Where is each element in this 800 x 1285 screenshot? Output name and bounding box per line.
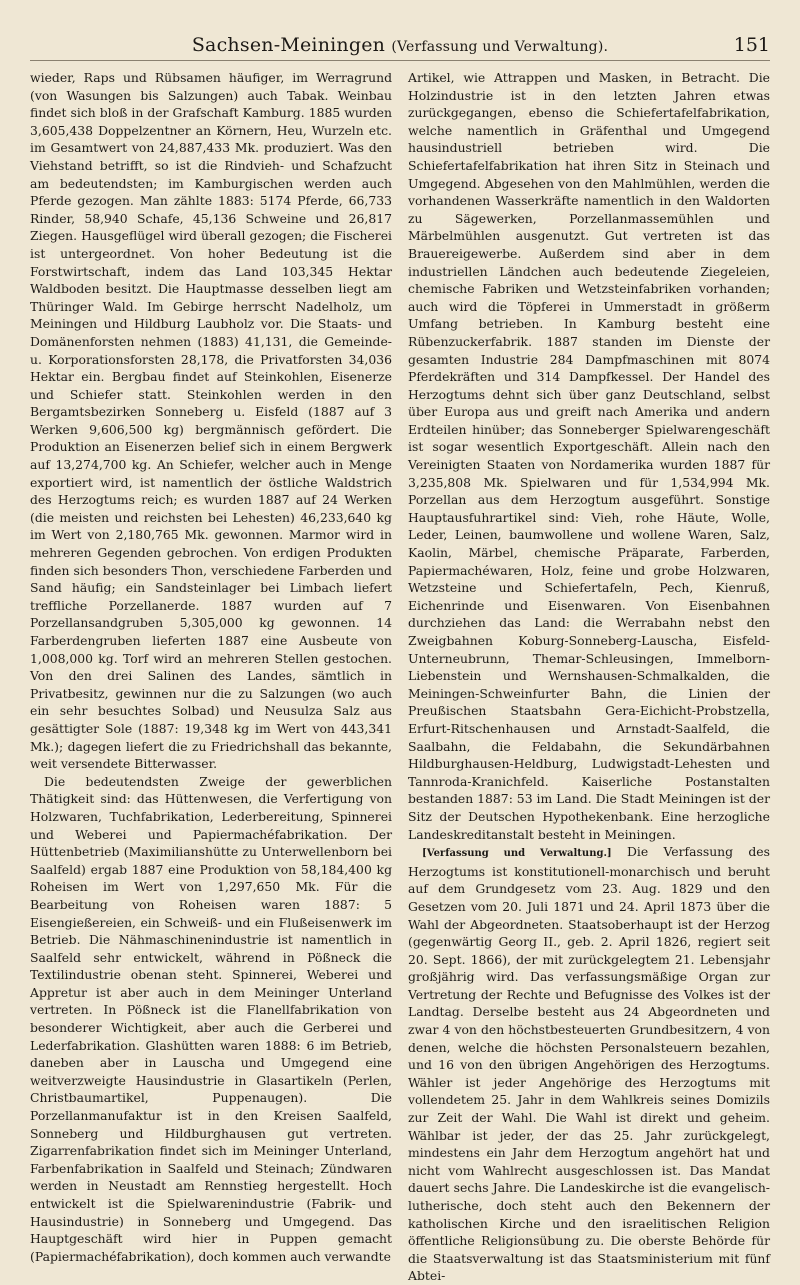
text-columns: [30, 69, 770, 1285]
section-label: [Verfassung und Verwaltung.]: [422, 848, 612, 860]
paragraph: Artikel, wie Attrappen und Masken, in Betracht. Die Holzindustrie ist in den letzten Jahren etwas zurückgegangen, ebenso die Schiefertafelfabrikation, welche namentlich in Gräfenthal und Umgegend hausindustriell betrieben wird. Die Schiefertafelfabrikation hat ihren Sitz in Steinach und Umgegend. Abgesehen von den Mahlmühlen, werden die vorhandenen Wasserkräfte namentlich in den Waldorten zu Sägewerken, Porzellanmassemühlen und Märbelmühlen ausgenutzt. Gut vertreten ist das Brauereigewerbe. Außerdem sind aber in dem industriellen Ländchen auch bedeutende Ziegeleien, chemische Fabriken und Wetzsteinfabriken vorhanden; auch wird die Töpferei in Ummerstadt in größerm Umfang betrieben. In Kamburg besteht eine Rübenzuckerfabrik. 1887 standen im Dienste der gesamten Industrie 284 Dampfmaschinen mit 8074 Pferdekräften und 314 Dampfkessel. Der Handel des Herzogtums dehnt sich über ganz Deutschland, selbst über Europa aus und greift nach Amerika und andern Erdteilen hinüber; das Sonneberger Spielwarengeschäft ist sogar wesentlich Exportgeschäft. Allein nach den Vereinigten Staaten von Nordamerika wurden 1887 für 3,235,808 Mk. Spielwaren und für 1,534,994 Mk. Porzellan aus dem Herzogtum ausgeführt. Sonstige Hauptausfuhrartikel sind: Vieh, rohe Häute, Wolle, Leder, Leinen, baumwollene und wollene Waren, Salz, Kaolin, Märbel, chemische Präparate, Farberden, Papiermachéwaren, Holz, feine und grobe Holzwaren, Wetzsteine und Schiefertafeln, Pech, Kienruß, Eichenrinde und Eisenwaren. Von Eisenbahnen durchziehen das Land: die Werrabahn nebst den Zweigbahnen Koburg-Sonneberg-Lauscha, Eisfeld-Unterneubrunn, Themar-Schleusingen, Immelborn-Liebenstein und Wernshausen-Schmalkalden, die Meiningen-Schweinfurter Bahn, die Linien der Preußischen Staatsbahn Gera-Eichicht-Probstzella, Erfurt-Ritschenhausen und Arnstadt-Saalfeld, die Saalbahn, die Feldabahn, die Sekundärbahnen Hildburghausen-Heldburg, Ludwigstadt-Lehesten und Tannroda-Kranichfeld. Kaiserliche Postanstalten bestanden 1887: 53 im Land. Die Stadt Meiningen ist der Sitz der Deutschen Hypothekenbank. Eine herzogliche Landeskreditanstalt besteht in Meiningen.: [408, 70, 770, 842]
header-subtitle: (Verfassung und Verwaltung).: [391, 39, 609, 55]
page-title: [30, 34, 770, 56]
left-column: [30, 69, 392, 1285]
paragraph: wieder, Raps und Rübsamen häufiger, im Werragrund (von Wasungen bis Salzungen) auch Tabak. Weinbau findet sich bloß in der Grafschaft Kamburg. 1885 wurden 3,605,438 Doppelzentner an Körnern, Heu, Wurzeln etc. im Gesamtwert von 24,887,433 Mk. produziert. Was den Viehstand betrifft, so ist die Rindvieh- und Schafzucht am bedeutendsten; im Kamburgischen werden auch Pferde gezogen. Man zählte 1883: 5174 Pferde, 66,733 Rinder, 58,940 Schafe, 45,136 Schweine und 26,817 Ziegen. Hausgeflügel wird überall gezogen; die Fischerei ist untergeordnet. Von hoher Bedeutung ist die Forstwirtschaft, indem das Land 103,345 Hektar Waldboden besitzt. Die Hauptmasse desselben liegt am Thüringer Wald. Im Gebirge herrscht Nadelholz, um Meiningen und Hildburg Laubholz vor. Die Staats- und Domänenforsten nehmen (1883) 41,131, die Gemeinde- u. Korporationsforsten 28,178, die Privatforsten 34,036 Hektar ein. Bergbau findet auf Steinkohlen, Eisenerze und Schiefer statt. Steinkohlen werden in den Bergamtsbezirken Sonneberg u. Eisfeld (1887 auf 3 Werken 9,606,500 kg) bergmännisch gefördert. Die Produktion an Eisenerzen belief sich in einem Bergwerk auf 13,274,700 kg. An Schiefer, welcher auch in Menge exportiert wird, ist namentlich der östliche Waldstrich des Herzogtums reich; es wurden 1887 auf 24 Werken (die meisten und reichsten bei Lehesten) 46,233,640 kg im Wert von 2,180,765 Mk. gewonnen. Marmor wird in mehreren Gegenden gebrochen. Von erdigen Produkten finden sich besonders Thon, verschiedene Farberden und Sand häufig; ein Sandsteinlager bei Limbach liefert treffliche Porzellanerde. 1887 wurden auf 7 Porzellansandgruben 5,305,000 kg gewonnen. 14 Farberdengruben lieferten 1887 eine Ausbeute von 1,008,000 kg. Torf wird an mehreren Stellen gestochen. Von den drei Salinen des Landes, sämtlich in Privatbesitz, gewinnen nur die zu Salzungen (wo auch ein sehr besuchtes Solbad) und Neusulza Salz aus gesättigter Sole (1887: 19,348 kg im Wert von 443,341 Mk.); dagegen liefert die zu Friedrichshall das bekannte, weit versendete Bitterwasser.: [30, 70, 392, 772]
paragraph-text: Die Verfassung des Herzogtums ist konstitutionell-monarchisch und beruht auf dem Grundgesetz vom 23. Aug. 1829 und den Gesetzen vom 20. Juli 1871 und 24. April 1873 über die Wahl der Abgeordneten. Staatsoberhaupt ist der Herzog (gegenwärtig Georg II., geb. 2. April 1826, regiert seit 20. Sept. 1866), der mit zurückgelegtem 21. Lebensjahr großjährig wird. Das verfassungsmäßige Organ zur Vertretung der Rechte und Befugnisse des Volkes ist der Landtag. Derselbe besteht aus 24 Abgeordneten und zwar 4 von den höchstbesteuerten Grundbesitzern, 4 von denen, welche die höchsten Personalsteuern bezahlen, und 16 von den übrigen Angehörigen des Herzogtums. Wähler ist jeder Angehörige des Herzogtums mit vollendetem 25. Jahr in dem Wahlkreis seines Domizils zur Zeit der Wahl. Die Wahl ist direkt und geheim. Wählbar ist jeder, der das 25. Jahr zurückgelegt, mindestens ein Jahr dem Herzogtum angehört hat und nicht vom Wahlrecht ausgeschlossen ist. Das Mandat dauert sechs Jahre. Die Landeskirche ist die evangelisch-lutherische, doch steht auch den Bekennern der katholischen Kirche und den israelitischen Religion öffentliche Religionsübung zu. Die oberste Behörde für die Staatsverwaltung ist das Staatsministerium mit fünf Abtei-: [408, 844, 770, 1284]
page-number: 151: [733, 34, 770, 56]
paragraph-verfassung: [408, 843, 770, 1285]
paragraph: Die bedeutendsten Zweige der gewerblichen Thätigkeit sind: das Hüttenwesen, die Verfertigung von Holzwaren, Tuchfabrikation, Lederbereitung, Spinnerei und Weberei und Papiermachéfabrikation. Der Hüttenbetrieb (Maximilianshütte zu Unterwellenborn bei Saalfeld) ergab 1887 eine Produktion von 58,184,400 kg Roheisen im Wert von 1,297,650 Mk. Für die Bearbeitung von Roheisen waren 1887: 5 Eisengießereien, ein Schweiß- und ein Flußeisenwerk im Betrieb. Die Nähmaschinenindustrie ist namentlich in Saalfeld sehr entwickelt, während in Pößneck die Textilindustrie obenan steht. Spinnerei, Weberei und Appretur ist aber auch in dem Meininger Unterland vertreten. In Pößneck ist die Flanellfabrikation von besonderer Wichtigkeit, aber auch die Gerberei und Lederfabrikation. Glashütten waren 1888: 6 im Betrieb, daneben aber in Lauscha und Umgegend eine weitverzweigte Hausindustrie in Glasartikeln (Perlen, Christbaumartikel, Puppenaugen). Die Porzellanmanufaktur ist in den Kreisen Saalfeld, Sonneberg und Hildburghausen gut vertreten. Zigarrenfabrikation findet sich im Meininger Unterland, Farbenfabrikation in Saalfeld und Steinach; Zündwaren werden in Neustadt am Rennstieg hergestellt. Hoch entwickelt ist die Spielwarenindustrie (Fabrik- und Hausindustrie) in Sonneberg und Umgegend. Das Hauptgeschäft wird hier in Puppen gemacht (Papiermachéfabrikation), doch kommen auch verwandte: [30, 773, 392, 1264]
right-column: [408, 69, 770, 1285]
header-title: Sachsen-Meiningen: [191, 34, 386, 56]
running-header: [30, 34, 770, 61]
